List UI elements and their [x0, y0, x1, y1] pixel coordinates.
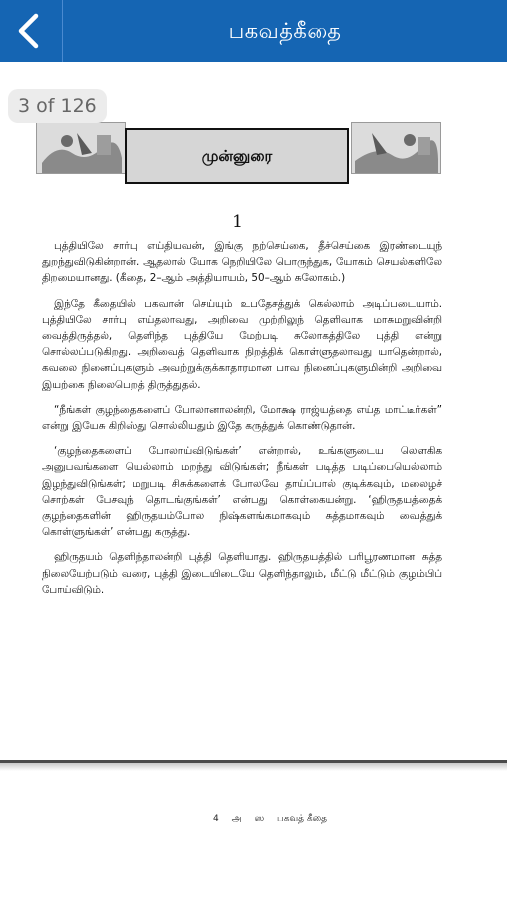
footer-mark: ஸ: [254, 814, 265, 824]
footer-book-name: பகவத் கீதை: [277, 814, 327, 824]
app-title: பகவத்கீதை: [228, 19, 342, 43]
paragraph: ‘குழந்தைகளைப் போலாய்விடுங்கள்’ என்றால், உங்களுடைய லௌகிக அனுபவங்களை யெல்லாம் மறந்து விடுங்கள்; நீங்கள் படித்த படிப்பையெல்லாம் இழந்துவிடுங்கள்; மறுபடி சிசுக்களைக் போலவே தாய்ப்பால் குடிக்கவும், மலைழச் சொற்கள் பேசவுந் தொடங்குங்கள்’ என்பது கொள்கையன்று. ‘ஹிருதயத்தைக் குழந்தைகளின் ஹிருதயம்போல நிஷ்களங்கமாகவும் சுத்தமாகவும் வைத்துக் கொள்ளுங்கள்’ என்பது கருத்து.: [42, 445, 442, 539]
paragraph: புத்தியிலே சார்பு எய்தியவன், இங்கு நற்செய்கை, தீச்செய்கை இரண்டையுந் துறந்துவிடுகின்றான். ஆதலால் யோக நெறியிலே பொருந்துக, யோகம் செயல்களிலே திறமையானது. (கீதை, 2–ஆம் அத்தியாயம், 50–ஆம் சுலோகம்.): [42, 240, 442, 285]
paragraph: ஹிருதயம் தெளிந்தாலன்றி புத்தி தெளியாது. ஹிருதயத்தில் பரிபூரணமான சுத்த நிலையேற்படும் வரை, புத்தி இடையிடையே தெளிந்தாலும், மீட்டு மீட்டும் குழம்பிப் போய்விடும்.: [42, 551, 442, 596]
chapter-number: 1: [232, 212, 243, 232]
chapter-heading: முன்னுரை: [125, 128, 349, 184]
page-shadow: [0, 763, 507, 771]
back-button[interactable]: [0, 0, 62, 62]
paragraph: இந்தே கீதையில் பகவான் செய்யும் உபதேசத்துக் கெல்லாம் அடிப்படையாம். புத்தியிலே சார்பு எய்தலாவது, அறிவை முற்றிலுந் தெளிவாக மாசுமறுவின்றி வைத்திருத்தல், தெளிந்த புத்தியே மேற்படி சுலோகத்திலே புத்தி என்று சொல்லப்படுகிறது. அறிவைத் தெளிவாக நிறத்திக் கொள்ளுதலாவது யாதென்றால், கவலை நினைப்புகளும் அவற்றுக்குக்காதாரமான பாவ நினைப்புகளுமின்றி அறிவை இயற்கை நிலைபெறத் திருத்துதல்.: [42, 297, 442, 391]
illustration-left: [36, 122, 126, 174]
page-footer: [0, 814, 507, 825]
paragraph: “நீங்கள் குழந்தைகளைப் போலானாலன்றி, மோக்ஷ ராஜ்யத்தை எய்த மாட்டீர்கள்” என்று இயேசு கிறிஸ்து சொல்லியதும் இதே கருத்துக் கொண்டுதான்.: [42, 403, 442, 433]
app-header: [0, 0, 507, 62]
footer-page-number: 4: [213, 814, 219, 824]
illustration-right: [351, 122, 441, 174]
footer-mark: அ: [231, 814, 242, 824]
page-body: [42, 238, 442, 607]
page-counter: 3 of 126: [8, 89, 107, 123]
chevron-left-icon: [14, 13, 42, 49]
